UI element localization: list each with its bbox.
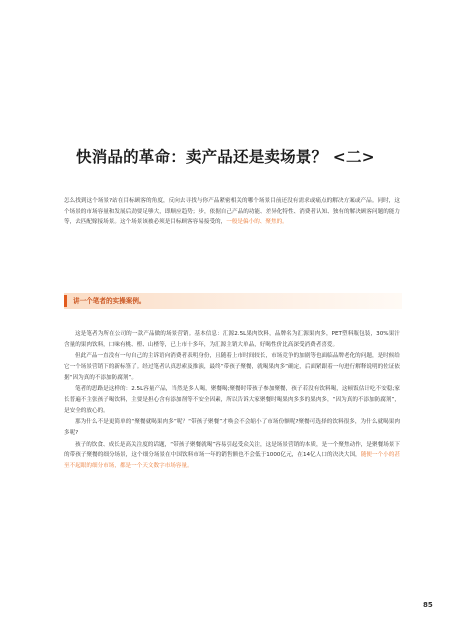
case-study-body: [64, 329, 400, 473]
paragraph: 笔者的思路是这样的：2.5L容量产品，当然是多人喝，聚餐喝;聚餐时带孩子参加聚餐，孩子若没有饮料喝，这顿饭估计吃不安稳;家长普遍不主张孩子喝饮料，主要是担心含有添加剂等不安全因素，所以告诉大家聚餐时喝果肉多多的果肉多，“因为真的不添加防腐剂”，是安全的放心的。: [64, 386, 400, 414]
section-marker: [64, 295, 67, 307]
page-title: 快消品的革命：卖产品还是卖场景？ <二>: [76, 148, 375, 166]
paragraph: 这是笔者为所在公司的一款产品做的场景营销。基本信息：汇源2.5L果肉饮料，品牌名为汇源果肉多，PET塑料瓶包装，30%果汁含量的果肉饮料，口味有桃、橙、山楂等，已上市十多年，为汇源主销大单品，好喝性价比高深受消费者喜爱。: [64, 331, 400, 348]
paragraph-body: 孩子的饮食、成长是高关注度的话题，“带孩子聚餐就喝”容易引起受众关注，这是场景营销的本质，是一个聚焦动作，是聚餐场景下的带孩子聚餐的细分场景，这个细分场景在中国饮料市场一年的销售额也不会低于1000亿元，在14亿人口的决决大国，: [64, 441, 400, 459]
intro-paragraph: [64, 196, 400, 228]
paragraph: 但此产品一直没有一句自己的主诉语向消费者表明身份，且随着上市时间较长，市场竞争的加剧等也面临品牌老化的问题，是时候给它一个场景营销下的新标签了。经过笔者认真思索及推演，最终“带孩子聚餐，就喝果肉多”确定，后面紧跟着一句进行解释说明的佐证依据“因为真的不添加防腐剂”。: [64, 353, 400, 381]
intro-body: 怎么找到这个场景?站在目标顾客的角度，反向去寻找与你产品紧密相关的哪个场景目前还没有需求或痛点的解决方案或产品。同时，这个场景的市场容量和发展后劲要足够大，即顺应趋势；步，依据自己产品的功能、差异化特性、消费者认知、独有的解决顾客问题的能力等，去匹配嫁接场景。这个场景该被必须是目标顾客容易接受的，: [64, 198, 400, 226]
intro-text: [64, 196, 400, 228]
intro-highlight: 一般是偏小的、聚焦的。: [226, 219, 288, 226]
section-label: 讲一个笔者的实操案例。: [73, 297, 146, 305]
paragraph: [64, 440, 400, 472]
page-number: 85: [423, 601, 433, 609]
paragraph: 那为什么不是更简单的“聚餐就喝果肉多”呢？“带孩子聚餐”才唤会不会缩小了市场份额呢?聚餐可选择的饮料很多，为什么就喝果肉多呢?: [64, 419, 400, 436]
paragraph-highlight: 随便一个小的甚至不起眼的细分市场，都是一个天文数字市场容量。: [64, 452, 400, 469]
section-header: [64, 293, 402, 309]
